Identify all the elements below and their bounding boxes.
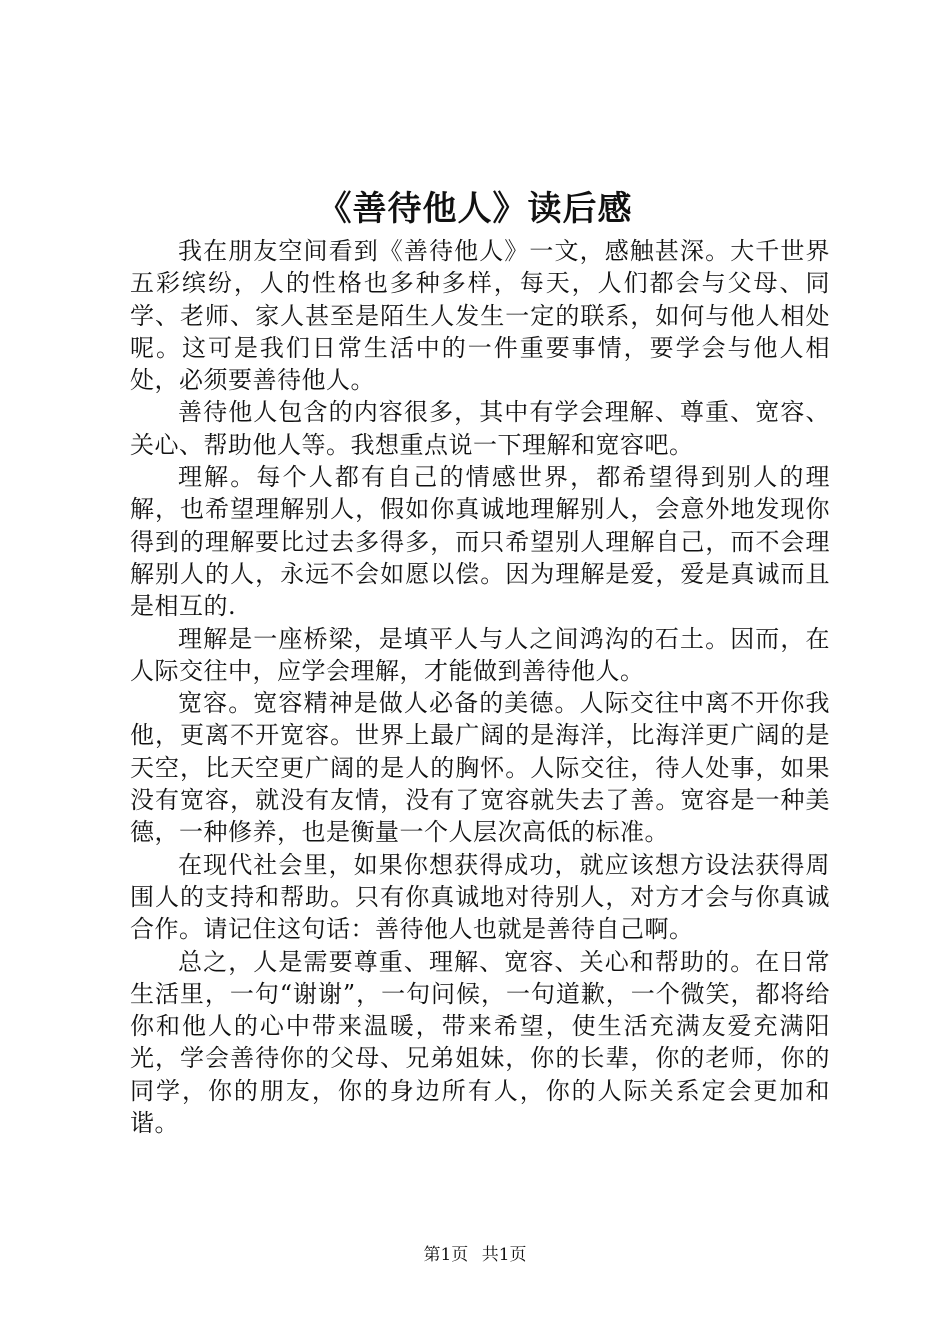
document-body — [130, 235, 830, 1139]
paragraph-5: 宽容。宽容精神是做人必备的美德。人际交往中离不开你我他，更离不开宽容。世界上最广阔的是海洋，比海洋更广阔的是天空，比天空更广阔的是人的胸怀。人际交往，待人处事，如果没有宽容，就没有友情，没有了宽容就失去了善。宽容是一种美德，一种修养，也是衡量一个人层次高低的标准。 — [130, 689, 830, 847]
paragraph-4: 理解是一座桥梁，是填平人与人之间鸿沟的石土。因而，在人际交往中，应学会理解，才能做到善待他人。 — [130, 624, 830, 685]
paragraph-7: 总之，人是需要尊重、理解、宽容、关心和帮助的。在日常生活里，一句“谢谢”，一句问候，一句道歉，一个微笑，都将给你和他人的心中带来温暖，带来希望，使生活充满友爱充满阳光，学会善待你的父母、兄弟姐妹，你的长辈，你的老师，你的同学，你的朋友，你的身边所有人，你的人际关系定会更加和谐。 — [130, 947, 830, 1138]
paragraph-6: 在现代社会里，如果你想获得成功，就应该想方设法获得周围人的支持和帮助。只有你真诚地对待别人，对方才会与你真诚合作。请记住这句话：善待他人也就是善待自己啊。 — [130, 850, 830, 944]
paragraph-2: 善待他人包含的内容很多，其中有学会理解、尊重、宽容、关心、帮助他人等。我想重点说一下理解和宽容吧。 — [130, 398, 830, 459]
paragraph-1: 我在朋友空间看到《善待他人》一文，感触甚深。大千世界五彩缤纷，人的性格也多种多样，每天，人们都会与父母、同学、老师、家人甚至是陌生人发生一定的联系，如何与他人相处呢。这可是我们日常生活中的一件重要事情，要学会与他人相处，必须要善待他人。 — [130, 237, 830, 395]
page-total: 共1页 — [481, 1245, 527, 1265]
page-footer — [0, 1244, 950, 1266]
page-number: 第1页 — [423, 1245, 469, 1265]
document-title: 《善待他人》读后感 — [317, 189, 633, 229]
paragraph-3: 理解。每个人都有自己的情感世界，都希望得到别人的理解，也希望理解别人，假如你真诚地理解别人，会意外地发现你得到的理解要比过去多得多，而只希望别人理解自己，而不会理解别人的人，永远不会如愿以偿。因为理解是爱，爱是真诚而且是相互的. — [130, 463, 830, 621]
